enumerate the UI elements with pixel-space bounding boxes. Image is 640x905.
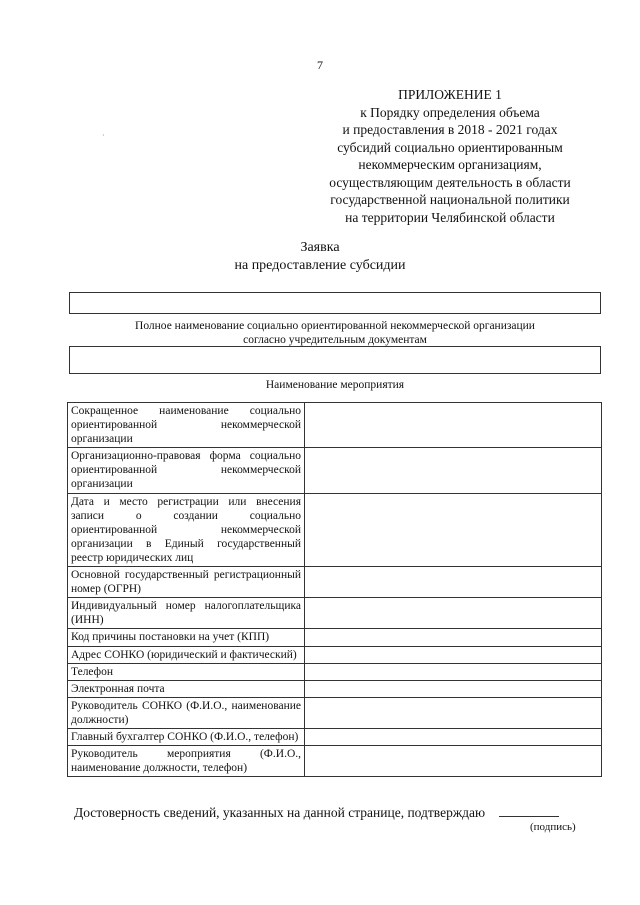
appendix-line: осуществляющим деятельность в области	[329, 174, 571, 190]
table-row	[68, 728, 602, 745]
appendix-line: субсидий социально ориентированным	[337, 139, 563, 155]
appendix-title: ПРИЛОЖЕНИЕ 1	[398, 87, 502, 102]
row-label: Основной государственный регистрационный номер (ОГРН)	[68, 567, 305, 598]
event-name-field[interactable]	[69, 346, 601, 374]
row-label: Дата и место регистрации или внесения записи о создании социально ориентированной некоммерческой организации в Единый государственный реестр юридических лиц	[68, 493, 305, 566]
row-value-cell[interactable]	[305, 448, 602, 493]
table-row	[68, 403, 602, 448]
appendix-line: государственной национальной политики	[330, 192, 570, 207]
table-row	[68, 567, 602, 598]
row-value-cell[interactable]	[305, 680, 602, 697]
row-label: Телефон	[68, 663, 305, 680]
table-row	[68, 663, 602, 680]
appendix-line: к Порядку определения объема	[360, 104, 540, 120]
row-label: Организационно-правовая форма социально ориентированной некоммерческой организации	[68, 448, 305, 493]
row-value-cell[interactable]	[305, 728, 602, 745]
caption-line: Полное наименование социально ориентированной некоммерческой организации	[135, 320, 535, 332]
row-label: Главный бухгалтер СОНКО (Ф.И.О., телефон)	[68, 728, 305, 745]
row-value-cell[interactable]	[305, 746, 602, 777]
row-label: Руководитель мероприятия (Ф.И.О., наименование должности, телефон)	[68, 746, 305, 777]
table-row	[68, 448, 602, 493]
signature-caption: (подпись)	[530, 821, 576, 833]
confirmation-statement	[74, 804, 614, 821]
table-row	[68, 746, 602, 777]
row-value-cell[interactable]	[305, 629, 602, 646]
table-row	[68, 680, 602, 697]
application-title: Заявка	[300, 240, 340, 255]
table-row	[68, 598, 602, 629]
row-label: Электронная почта	[68, 680, 305, 697]
page-number: 7	[317, 58, 323, 72]
table-row	[68, 629, 602, 646]
org-full-name-caption	[69, 319, 601, 347]
event-name-caption: Наименование мероприятия	[265, 379, 405, 391]
appendix-line: некоммерческим организациям,	[358, 157, 542, 172]
row-label: Сокращенное наименование социально ориентированной некоммерческой организации	[68, 403, 305, 448]
row-value-cell[interactable]	[305, 663, 602, 680]
row-value-cell[interactable]	[305, 493, 602, 566]
row-value-cell[interactable]	[305, 646, 602, 663]
row-label: Индивидуальный номер налогоплательщика (ИНН)	[68, 598, 305, 629]
table-row	[68, 493, 602, 566]
appendix-line: на территории Челябинской области	[345, 209, 555, 225]
row-value-cell[interactable]	[305, 403, 602, 448]
application-subtitle: на предоставление субсидии	[234, 258, 406, 273]
table-row	[68, 646, 602, 663]
organization-info-table	[67, 402, 602, 777]
scan-speck: ·	[102, 131, 105, 140]
appendix-header	[300, 86, 600, 226]
row-value-cell[interactable]	[305, 567, 602, 598]
row-value-cell[interactable]	[305, 697, 602, 728]
row-label: Код причины постановки на учет (КПП)	[68, 629, 305, 646]
org-full-name-field[interactable]	[69, 292, 601, 314]
signature-line[interactable]	[499, 816, 559, 817]
row-value-cell[interactable]	[305, 598, 602, 629]
confirmation-text: Достоверность сведений, указанных на данной странице, подтверждаю	[74, 805, 486, 820]
caption-line: согласно учредительным документам	[243, 334, 427, 346]
row-label: Адрес СОНКО (юридический и фактический)	[68, 646, 305, 663]
table-row	[68, 697, 602, 728]
row-label: Руководитель СОНКО (Ф.И.О., наименование должности)	[68, 697, 305, 728]
appendix-line: и предоставления в 2018 - 2021 годах	[342, 122, 558, 137]
